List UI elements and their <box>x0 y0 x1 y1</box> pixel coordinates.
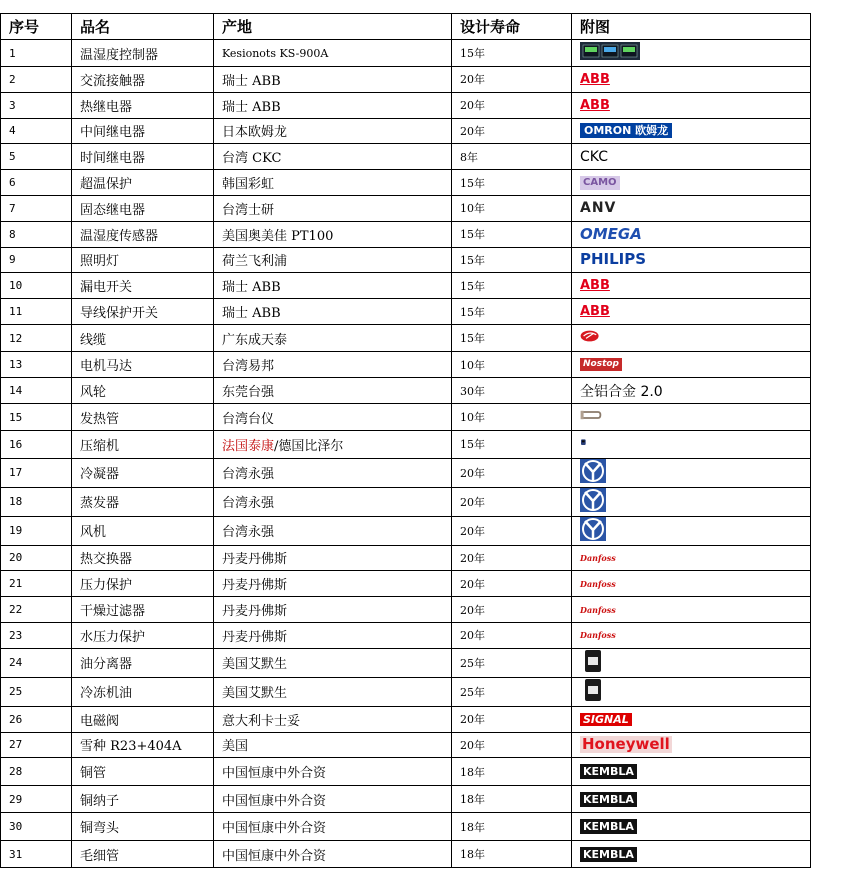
cell-life: 15年 <box>452 299 572 325</box>
cell-origin: 丹麦丹佛斯 <box>214 571 452 597</box>
cell-picture <box>572 352 811 378</box>
cell-no: 20 <box>1 545 72 571</box>
cell-no: 8 <box>1 221 72 247</box>
cell-origin: 荷兰飞利浦 <box>214 247 452 273</box>
cell-origin: 日本欧姆龙 <box>214 118 452 144</box>
cell-picture <box>572 597 811 623</box>
cell-no: 14 <box>1 378 72 404</box>
cell-origin: 丹麦丹佛斯 <box>214 597 452 623</box>
table-row <box>1 299 811 325</box>
yongqiang-logo <box>580 517 606 545</box>
cell-origin: 丹麦丹佛斯 <box>214 622 452 648</box>
cell-life: 18年 <box>452 758 572 786</box>
cell-no: 11 <box>1 299 72 325</box>
cell-picture <box>572 170 811 196</box>
cell-life: 20年 <box>452 92 572 118</box>
cell-origin: 台湾永强 <box>214 516 452 545</box>
cell-name: 干燥过滤器 <box>72 597 214 623</box>
cell-name: 铜纳子 <box>72 785 214 813</box>
cell-life: 15年 <box>452 247 572 273</box>
cell-life: 10年 <box>452 352 572 378</box>
cell-no: 9 <box>1 247 72 273</box>
anv-logo: ANV <box>580 200 617 217</box>
cell-origin: Kesionots KS-900A <box>214 40 452 67</box>
cell-picture <box>572 404 811 431</box>
cell-life: 8年 <box>452 144 572 170</box>
cell-origin: 美国 <box>214 732 452 758</box>
cell-no: 1 <box>1 40 72 67</box>
cell-life: 15年 <box>452 170 572 196</box>
cell-picture <box>572 545 811 571</box>
header-origin: 产地 <box>214 14 452 40</box>
emerson-part-icon <box>580 678 606 706</box>
cell-picture <box>572 247 811 273</box>
cell-life: 20年 <box>452 487 572 516</box>
cable-brand-icon <box>580 325 616 351</box>
cell-origin: 美国奥美佳 PT100 <box>214 221 452 247</box>
cell-no: 6 <box>1 170 72 196</box>
cell-picture <box>572 195 811 221</box>
cell-picture <box>572 622 811 648</box>
cell-name: 超温保护 <box>72 170 214 196</box>
cell-name: 交流接触器 <box>72 67 214 93</box>
cell-picture <box>572 221 811 247</box>
table-row <box>1 324 811 352</box>
cell-life: 15年 <box>452 431 572 459</box>
table-row <box>1 622 811 648</box>
cell-life: 20年 <box>452 67 572 93</box>
abb-logo: ABB <box>580 278 610 294</box>
table-row <box>1 458 811 487</box>
cell-origin: 台湾台仪 <box>214 404 452 431</box>
cell-name: 电磁阀 <box>72 706 214 732</box>
cell-picture <box>572 516 811 545</box>
cell-origin: 中国恒康中外合资 <box>214 785 452 813</box>
cell-no: 30 <box>1 813 72 841</box>
header-no: 序号 <box>1 14 72 40</box>
cell-life: 20年 <box>452 571 572 597</box>
cell-origin: 中国恒康中外合资 <box>214 758 452 786</box>
cell-origin: 台湾 CKC <box>214 144 452 170</box>
cell-life: 20年 <box>452 516 572 545</box>
cell-origin: 瑞士 ABB <box>214 273 452 299</box>
cell-no: 31 <box>1 840 72 868</box>
cell-life: 20年 <box>452 597 572 623</box>
cell-picture <box>572 324 811 352</box>
cell-name: 热继电器 <box>72 92 214 118</box>
danfoss-logo: Danfoss <box>580 552 616 563</box>
cell-no: 19 <box>1 516 72 545</box>
cell-name: 导线保护开关 <box>72 299 214 325</box>
cell-origin: 台湾士研 <box>214 195 452 221</box>
cell-no: 10 <box>1 273 72 299</box>
danfoss-logo: Danfoss <box>580 604 616 615</box>
table-row <box>1 758 811 786</box>
cell-no: 22 <box>1 597 72 623</box>
table-row <box>1 571 811 597</box>
abb-logo: ABB <box>580 304 610 320</box>
component-table-wrapper <box>0 13 811 868</box>
cell-name: 温湿度传感器 <box>72 221 214 247</box>
header-name: 品名 <box>72 14 214 40</box>
abb-logo: ABB <box>580 97 610 113</box>
cell-picture <box>572 118 811 144</box>
table-row <box>1 67 811 93</box>
cell-no: 2 <box>1 67 72 93</box>
origin-highlight: 法国泰康 <box>222 438 275 454</box>
cell-name: 冷冻机油 <box>72 677 214 706</box>
cell-name: 铜管 <box>72 758 214 786</box>
table-header-row <box>1 14 811 40</box>
cell-origin: 中国恒康中外合资 <box>214 813 452 841</box>
table-row <box>1 597 811 623</box>
cell-picture <box>572 571 811 597</box>
signal-logo: SIGNAL <box>580 713 632 726</box>
cell-no: 29 <box>1 785 72 813</box>
cell-no: 23 <box>1 622 72 648</box>
cell-name: 线缆 <box>72 324 214 352</box>
cell-origin: 台湾永强 <box>214 487 452 516</box>
cell-no: 18 <box>1 487 72 516</box>
cell-name: 毛细管 <box>72 840 214 868</box>
cell-life: 10年 <box>452 195 572 221</box>
cell-no: 25 <box>1 677 72 706</box>
table-row <box>1 648 811 677</box>
cell-life: 10年 <box>452 404 572 431</box>
nostop-logo: Nostop <box>580 358 622 371</box>
cell-origin: 韩国彩虹 <box>214 170 452 196</box>
table-row <box>1 144 811 170</box>
cell-origin <box>214 431 452 459</box>
cell-no: 7 <box>1 195 72 221</box>
cell-name: 铜弯头 <box>72 813 214 841</box>
cell-origin: 中国恒康中外合资 <box>214 840 452 868</box>
cell-picture <box>572 144 811 170</box>
cell-picture <box>572 92 811 118</box>
cell-no: 21 <box>1 571 72 597</box>
table-row <box>1 92 811 118</box>
cell-life: 20年 <box>452 545 572 571</box>
cell-name: 风机 <box>72 516 214 545</box>
cell-name: 压力保护 <box>72 571 214 597</box>
cell-origin: 美国艾默生 <box>214 648 452 677</box>
kembla-logo: KEMBLA <box>580 764 637 779</box>
cell-name: 风轮 <box>72 378 214 404</box>
philips-logo: PHILIPS <box>580 250 647 269</box>
cell-life: 15年 <box>452 40 572 67</box>
cell-no: 12 <box>1 324 72 352</box>
cell-origin: 瑞士 ABB <box>214 67 452 93</box>
kembla-logo: KEMBLA <box>580 792 637 807</box>
cell-origin: 东莞台强 <box>214 378 452 404</box>
cell-no: 27 <box>1 732 72 758</box>
table-row <box>1 545 811 571</box>
table-row <box>1 785 811 813</box>
camo-logo: CAMO <box>580 176 620 190</box>
cell-no: 26 <box>1 706 72 732</box>
picture-text: 全铝合金 2.0 <box>580 383 663 400</box>
cell-picture <box>572 840 811 868</box>
abb-logo: ABB <box>580 71 610 87</box>
compressor-icon <box>580 431 600 457</box>
cell-life: 30年 <box>452 378 572 404</box>
cell-picture <box>572 378 811 404</box>
cell-name: 温湿度控制器 <box>72 40 214 67</box>
cell-picture <box>572 67 811 93</box>
cell-name: 蒸发器 <box>72 487 214 516</box>
header-picture: 附图 <box>572 14 811 40</box>
table-row <box>1 677 811 706</box>
table-row <box>1 706 811 732</box>
component-table <box>0 13 811 868</box>
cell-picture <box>572 677 811 706</box>
cell-no: 24 <box>1 648 72 677</box>
cell-no: 5 <box>1 144 72 170</box>
cell-picture <box>572 299 811 325</box>
table-row <box>1 170 811 196</box>
cell-picture <box>572 785 811 813</box>
origin-rest: /德国比泽尔 <box>274 438 344 454</box>
cell-name: 冷凝器 <box>72 458 214 487</box>
table-row <box>1 221 811 247</box>
cell-picture <box>572 813 811 841</box>
emerson-part-icon <box>580 649 606 677</box>
table-row <box>1 431 811 459</box>
cell-origin: 台湾易邦 <box>214 352 452 378</box>
cell-origin: 美国艾默生 <box>214 677 452 706</box>
cell-life: 18年 <box>452 840 572 868</box>
table-row <box>1 247 811 273</box>
cell-origin: 台湾永强 <box>214 458 452 487</box>
cell-picture <box>572 273 811 299</box>
cell-name: 雪种 R23+404A <box>72 732 214 758</box>
cell-origin: 广东成天泰 <box>214 324 452 352</box>
cell-life: 15年 <box>452 221 572 247</box>
omega-logo: OMEGA <box>580 224 642 243</box>
table-row <box>1 487 811 516</box>
table-row <box>1 118 811 144</box>
kembla-logo: KEMBLA <box>580 847 637 862</box>
cell-life: 15年 <box>452 324 572 352</box>
cell-life: 18年 <box>452 785 572 813</box>
cell-name: 固态继电器 <box>72 195 214 221</box>
cell-life: 20年 <box>452 622 572 648</box>
kembla-logo: KEMBLA <box>580 819 637 834</box>
table-row <box>1 813 811 841</box>
cell-picture <box>572 648 811 677</box>
table-row <box>1 40 811 67</box>
table-row <box>1 273 811 299</box>
yongqiang-logo <box>580 488 606 516</box>
cell-name: 漏电开关 <box>72 273 214 299</box>
danfoss-logo: Danfoss <box>580 578 616 589</box>
cell-life: 15年 <box>452 273 572 299</box>
honeywell-logo: Honeywell <box>582 735 670 754</box>
table-row <box>1 732 811 758</box>
cell-origin: 瑞士 ABB <box>214 92 452 118</box>
cell-name: 油分离器 <box>72 648 214 677</box>
cell-life: 20年 <box>452 732 572 758</box>
cell-name: 水压力保护 <box>72 622 214 648</box>
cell-life: 25年 <box>452 677 572 706</box>
omron-logo: OMRON 欧姆龙 <box>580 123 672 138</box>
cell-name: 时间继电器 <box>72 144 214 170</box>
table-row <box>1 195 811 221</box>
table-row <box>1 404 811 431</box>
table-body <box>1 40 811 868</box>
cell-picture <box>572 487 811 516</box>
picture-text: CKC <box>580 148 608 165</box>
cell-name: 压缩机 <box>72 431 214 459</box>
cell-life: 25年 <box>452 648 572 677</box>
cell-no: 3 <box>1 92 72 118</box>
cell-name: 发热管 <box>72 404 214 431</box>
cell-name: 中间继电器 <box>72 118 214 144</box>
table-row <box>1 378 811 404</box>
table-row <box>1 840 811 868</box>
cell-name: 照明灯 <box>72 247 214 273</box>
cell-picture <box>572 40 811 67</box>
cell-picture <box>572 431 811 459</box>
cell-no: 28 <box>1 758 72 786</box>
yongqiang-logo <box>580 459 606 487</box>
cell-picture <box>572 758 811 786</box>
cell-no: 17 <box>1 458 72 487</box>
cell-no: 13 <box>1 352 72 378</box>
cell-no: 16 <box>1 431 72 459</box>
table-row <box>1 516 811 545</box>
cell-life: 18年 <box>452 813 572 841</box>
cell-no: 4 <box>1 118 72 144</box>
header-life: 设计寿命 <box>452 14 572 40</box>
table-row <box>1 352 811 378</box>
heater-tube-icon <box>580 404 616 430</box>
cell-origin: 丹麦丹佛斯 <box>214 545 452 571</box>
cell-name: 热交换器 <box>72 545 214 571</box>
danfoss-logo: Danfoss <box>580 630 616 641</box>
cell-no: 15 <box>1 404 72 431</box>
controller-icon <box>580 40 640 66</box>
cell-life: 20年 <box>452 458 572 487</box>
cell-life: 20年 <box>452 706 572 732</box>
cell-picture <box>572 706 811 732</box>
cell-picture <box>572 458 811 487</box>
cell-life: 20年 <box>452 118 572 144</box>
cell-name: 电机马达 <box>72 352 214 378</box>
cell-picture <box>572 732 811 758</box>
cell-origin: 瑞士 ABB <box>214 299 452 325</box>
cell-origin: 意大利卡士妥 <box>214 706 452 732</box>
